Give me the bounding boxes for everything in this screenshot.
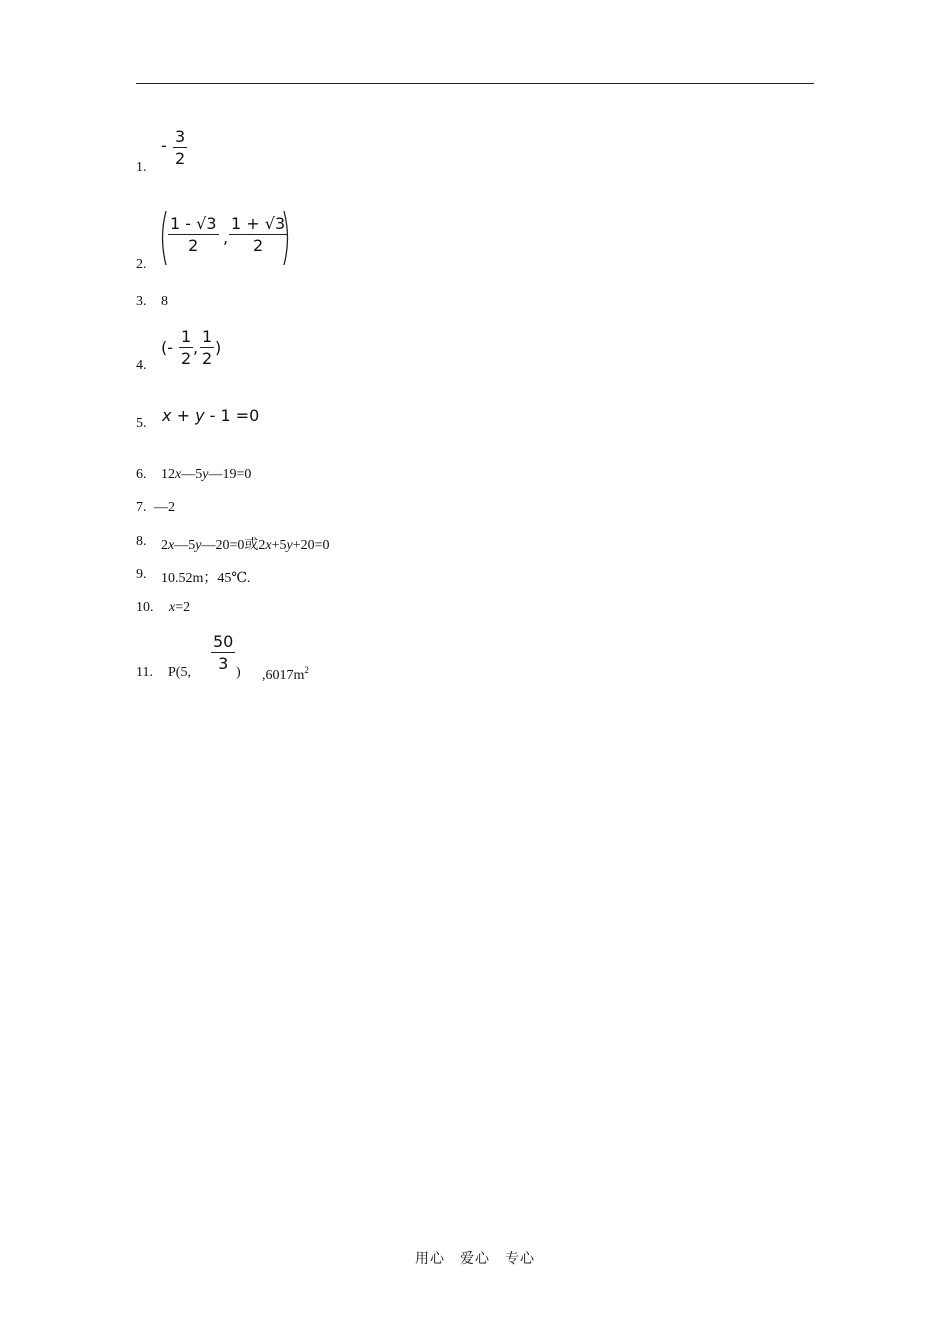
answer-11-denominator: 3 — [218, 654, 229, 673]
answer-6-y: y — [202, 467, 209, 482]
answer-10-expression — [169, 600, 190, 616]
answer-6-x: x — [175, 467, 182, 482]
answer-1-denominator: 2 — [175, 149, 186, 168]
answer-8-x2: x — [265, 538, 272, 553]
answer-11-fraction — [211, 632, 235, 675]
answer-5-x: x — [162, 406, 172, 425]
answer-8-p1: 2 — [161, 538, 168, 553]
answer-6-p2: —5 — [181, 467, 203, 482]
answer-6-p3: —19=0 — [208, 467, 252, 482]
answer-3-text: 8 — [161, 294, 168, 309]
answer-8-expression — [161, 534, 329, 554]
answer-2-right-paren — [282, 209, 292, 267]
answer-10-number: 10. — [136, 600, 154, 615]
answer-4-close: ) — [215, 338, 222, 357]
answer-2-number: 2. — [136, 257, 147, 272]
answer-4-fraction-a — [179, 327, 193, 370]
answer-5-plus: + — [176, 406, 190, 425]
answer-8-p4: +5 — [271, 538, 287, 553]
answer-6-number: 6. — [136, 467, 147, 482]
answer-11-number: 11. — [136, 665, 153, 680]
answer-2-fraction-a — [168, 214, 219, 257]
answer-2-fraction-b — [229, 214, 287, 257]
answer-7-text: —2 — [154, 500, 175, 515]
answer-1-number: 1. — [136, 160, 147, 175]
answer-10-x: x — [169, 600, 176, 615]
answer-4-fraction-b — [200, 327, 214, 370]
answer-4-comma: , — [193, 338, 199, 357]
answer-5-rest: - 1 =0 — [209, 406, 260, 425]
answer-2-b-denominator: 2 — [252, 236, 264, 255]
answer-11-superscript: 2 — [304, 665, 309, 675]
answer-11-tail: ,6017m — [262, 668, 305, 683]
answer-8-y2: y — [286, 538, 293, 553]
answer-2-left-paren — [158, 209, 168, 267]
answer-4-number: 4. — [136, 358, 147, 373]
answer-11-tail-wrap — [262, 665, 309, 684]
page-footer: 用心 爱心 专心 — [415, 1252, 535, 1267]
answer-8-x1: x — [168, 538, 175, 553]
answer-10-rest: =2 — [175, 600, 191, 615]
answer-4-b-denominator: 2 — [202, 349, 213, 368]
answer-11-post: ) — [236, 665, 241, 680]
answer-4-open: (- — [161, 338, 174, 357]
header-rule — [136, 83, 814, 84]
answer-6-expression — [161, 467, 251, 483]
answer-9-number: 9. — [136, 567, 147, 582]
answer-1-numerator: 3 — [175, 127, 186, 146]
answer-11-numerator: 50 — [213, 632, 234, 651]
answer-2-b-numerator: 1 + √3 — [231, 214, 286, 233]
answer-1-minus: - — [161, 136, 167, 155]
answer-8-p3: —20=0或2 — [201, 538, 266, 553]
answer-2-comma: , — [223, 228, 229, 247]
answer-9-text: 10.52m；45℃. — [161, 571, 251, 586]
answer-6-p1: 12 — [161, 467, 175, 482]
answer-7-number: 7. — [136, 500, 147, 515]
answer-5-number: 5. — [136, 416, 147, 431]
answer-8-p5: +20=0 — [292, 538, 330, 553]
answer-8-p2: —5 — [174, 538, 196, 553]
answer-8-y1: y — [195, 538, 202, 553]
answer-5-expression — [162, 406, 259, 425]
answer-4-a-numerator: 1 — [181, 327, 192, 346]
answer-5-y: y — [195, 406, 205, 425]
answer-4-a-denominator: 2 — [181, 349, 192, 368]
answer-2-a-denominator: 2 — [188, 236, 199, 255]
answer-1-fraction — [173, 127, 187, 170]
answer-11-pre: P(5, — [168, 665, 191, 680]
answer-8-number: 8. — [136, 534, 147, 549]
answer-4-b-numerator: 1 — [202, 327, 213, 346]
answer-3-number: 3. — [136, 294, 147, 309]
answer-2-a-numerator: 1 - √3 — [170, 214, 217, 233]
